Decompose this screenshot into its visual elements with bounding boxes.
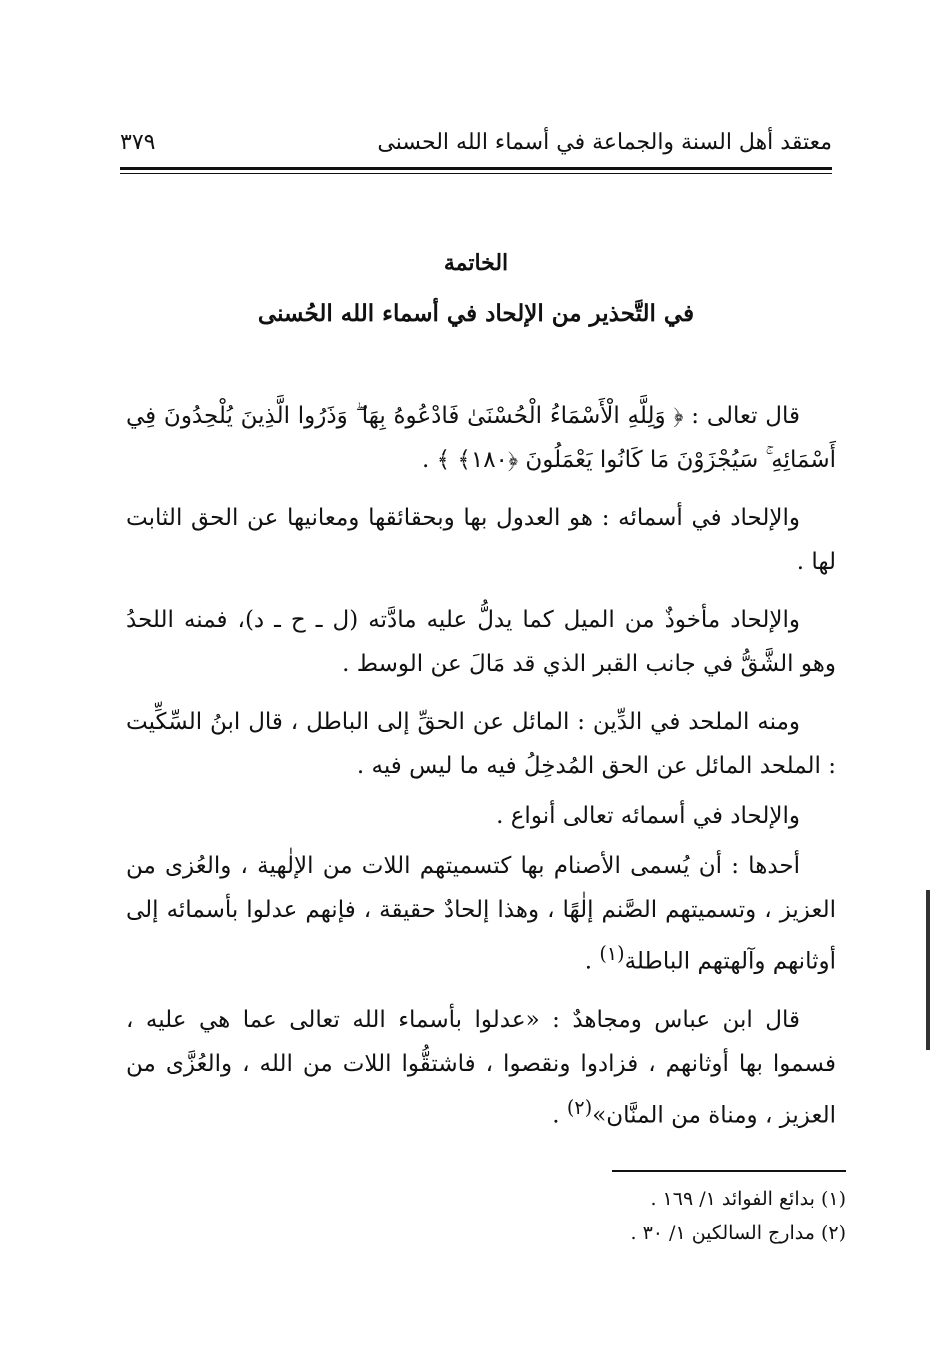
paragraph-types: والإلحاد في أسمائه تعالى أنواع . <box>496 803 800 829</box>
first-type-end: . <box>584 948 600 975</box>
paragraph-verse <box>126 394 836 482</box>
quran-verse: ﴿ وَلِلَّهِ الْأَسْمَاءُ الْحُسْنَىٰ فَادْعُوهُ بِهَا ۖ وَذَرُوا الَّذِينَ يُلْحِدُونَ فِي أَسْمَائِهِ ۚ سَيُجْزَوْنَ مَا كَانُوا يَعْمَلُونَ ﴿١٨٠﴾ ﴾ <box>126 403 836 473</box>
header-rule-thin <box>120 173 832 174</box>
paragraph-definition: والإلحاد في أسمائه : هو العدول بها وبحقائقها ومعانيها عن الحق الثابت لها . <box>126 505 836 575</box>
page-number: ٣٧٩ <box>120 129 156 155</box>
paragraph-first-type <box>126 844 836 984</box>
footnote-text: مدارج السالكين ١/ ٣٠ . <box>630 1222 815 1244</box>
header-rule-thick <box>120 167 832 170</box>
paragraph-etymology: والإلحاد مأخوذٌ من الميل كما يدلُّ عليه مادَّته (ل ـ ح ـ د)، فمنه اللحدُ وهو الشَّقُّ في جانب القبر الذي قد مَالَ عن الوسط . <box>126 607 836 677</box>
footnote-ref-1: (١) <box>599 942 625 965</box>
chapter-subtitle: في التَّحذير من الإلحاد في أسماء الله الحُسنى <box>257 300 695 327</box>
first-type-text: أحدها : أن يُسمى الأصنام بها كتسميتهم اللات من الإلٰهية ، والعُزى من العزيز ، وتسميتهم الصَّنم إلٰهًا ، وهذا إلحادٌ حقيقة ، فإنهم عدلوا بأسمائه إلى أوثانهم وآلهتهم الباطلة <box>126 853 836 975</box>
scan-edge-mark <box>926 890 930 1050</box>
footnote-2 <box>400 1216 846 1250</box>
footnote-number: (٢) <box>820 1222 846 1244</box>
footnote-1 <box>400 1182 846 1216</box>
footnote-ref-2: (٢) <box>566 1095 593 1119</box>
running-header <box>120 124 832 160</box>
ibn-abbas-end: . <box>552 1102 567 1129</box>
book-title: معتقد أهل السنة والجماعة في أسماء الله الحسنى <box>377 129 832 155</box>
chapter-title: الخاتمة <box>443 250 509 276</box>
paragraph-mulhid: ومنه الملحد في الدِّين : المائل عن الحقِّ إلى الباطل ، قال ابنُ السِّكِّيت : الملحد المائل عن الحق المُدخِلُ فيه ما ليس فيه . <box>126 709 836 779</box>
footnote-number: (١) <box>820 1188 846 1210</box>
ibn-abbas-text: قال ابن عباس ومجاهدٌ : «عدلوا بأسماء الله تعالى عما هي عليه ، فسموا بها أوثانهم ، فزادوا ونقصوا ، فاشتقُّوا اللات من الله ، والعُزَّى من العزيز ، ومناة من المنَّان» <box>126 1006 836 1129</box>
footnote-rule <box>612 1170 846 1172</box>
footnotes <box>400 1182 846 1250</box>
body-text <box>126 394 836 1151</box>
paragraph-ibn-abbas <box>126 998 836 1138</box>
verse-intro: قال تعالى : <box>683 403 800 429</box>
verse-end: . <box>421 447 437 473</box>
footnote-text: بدائع الفوائد ١/ ١٦٩ . <box>650 1188 815 1210</box>
